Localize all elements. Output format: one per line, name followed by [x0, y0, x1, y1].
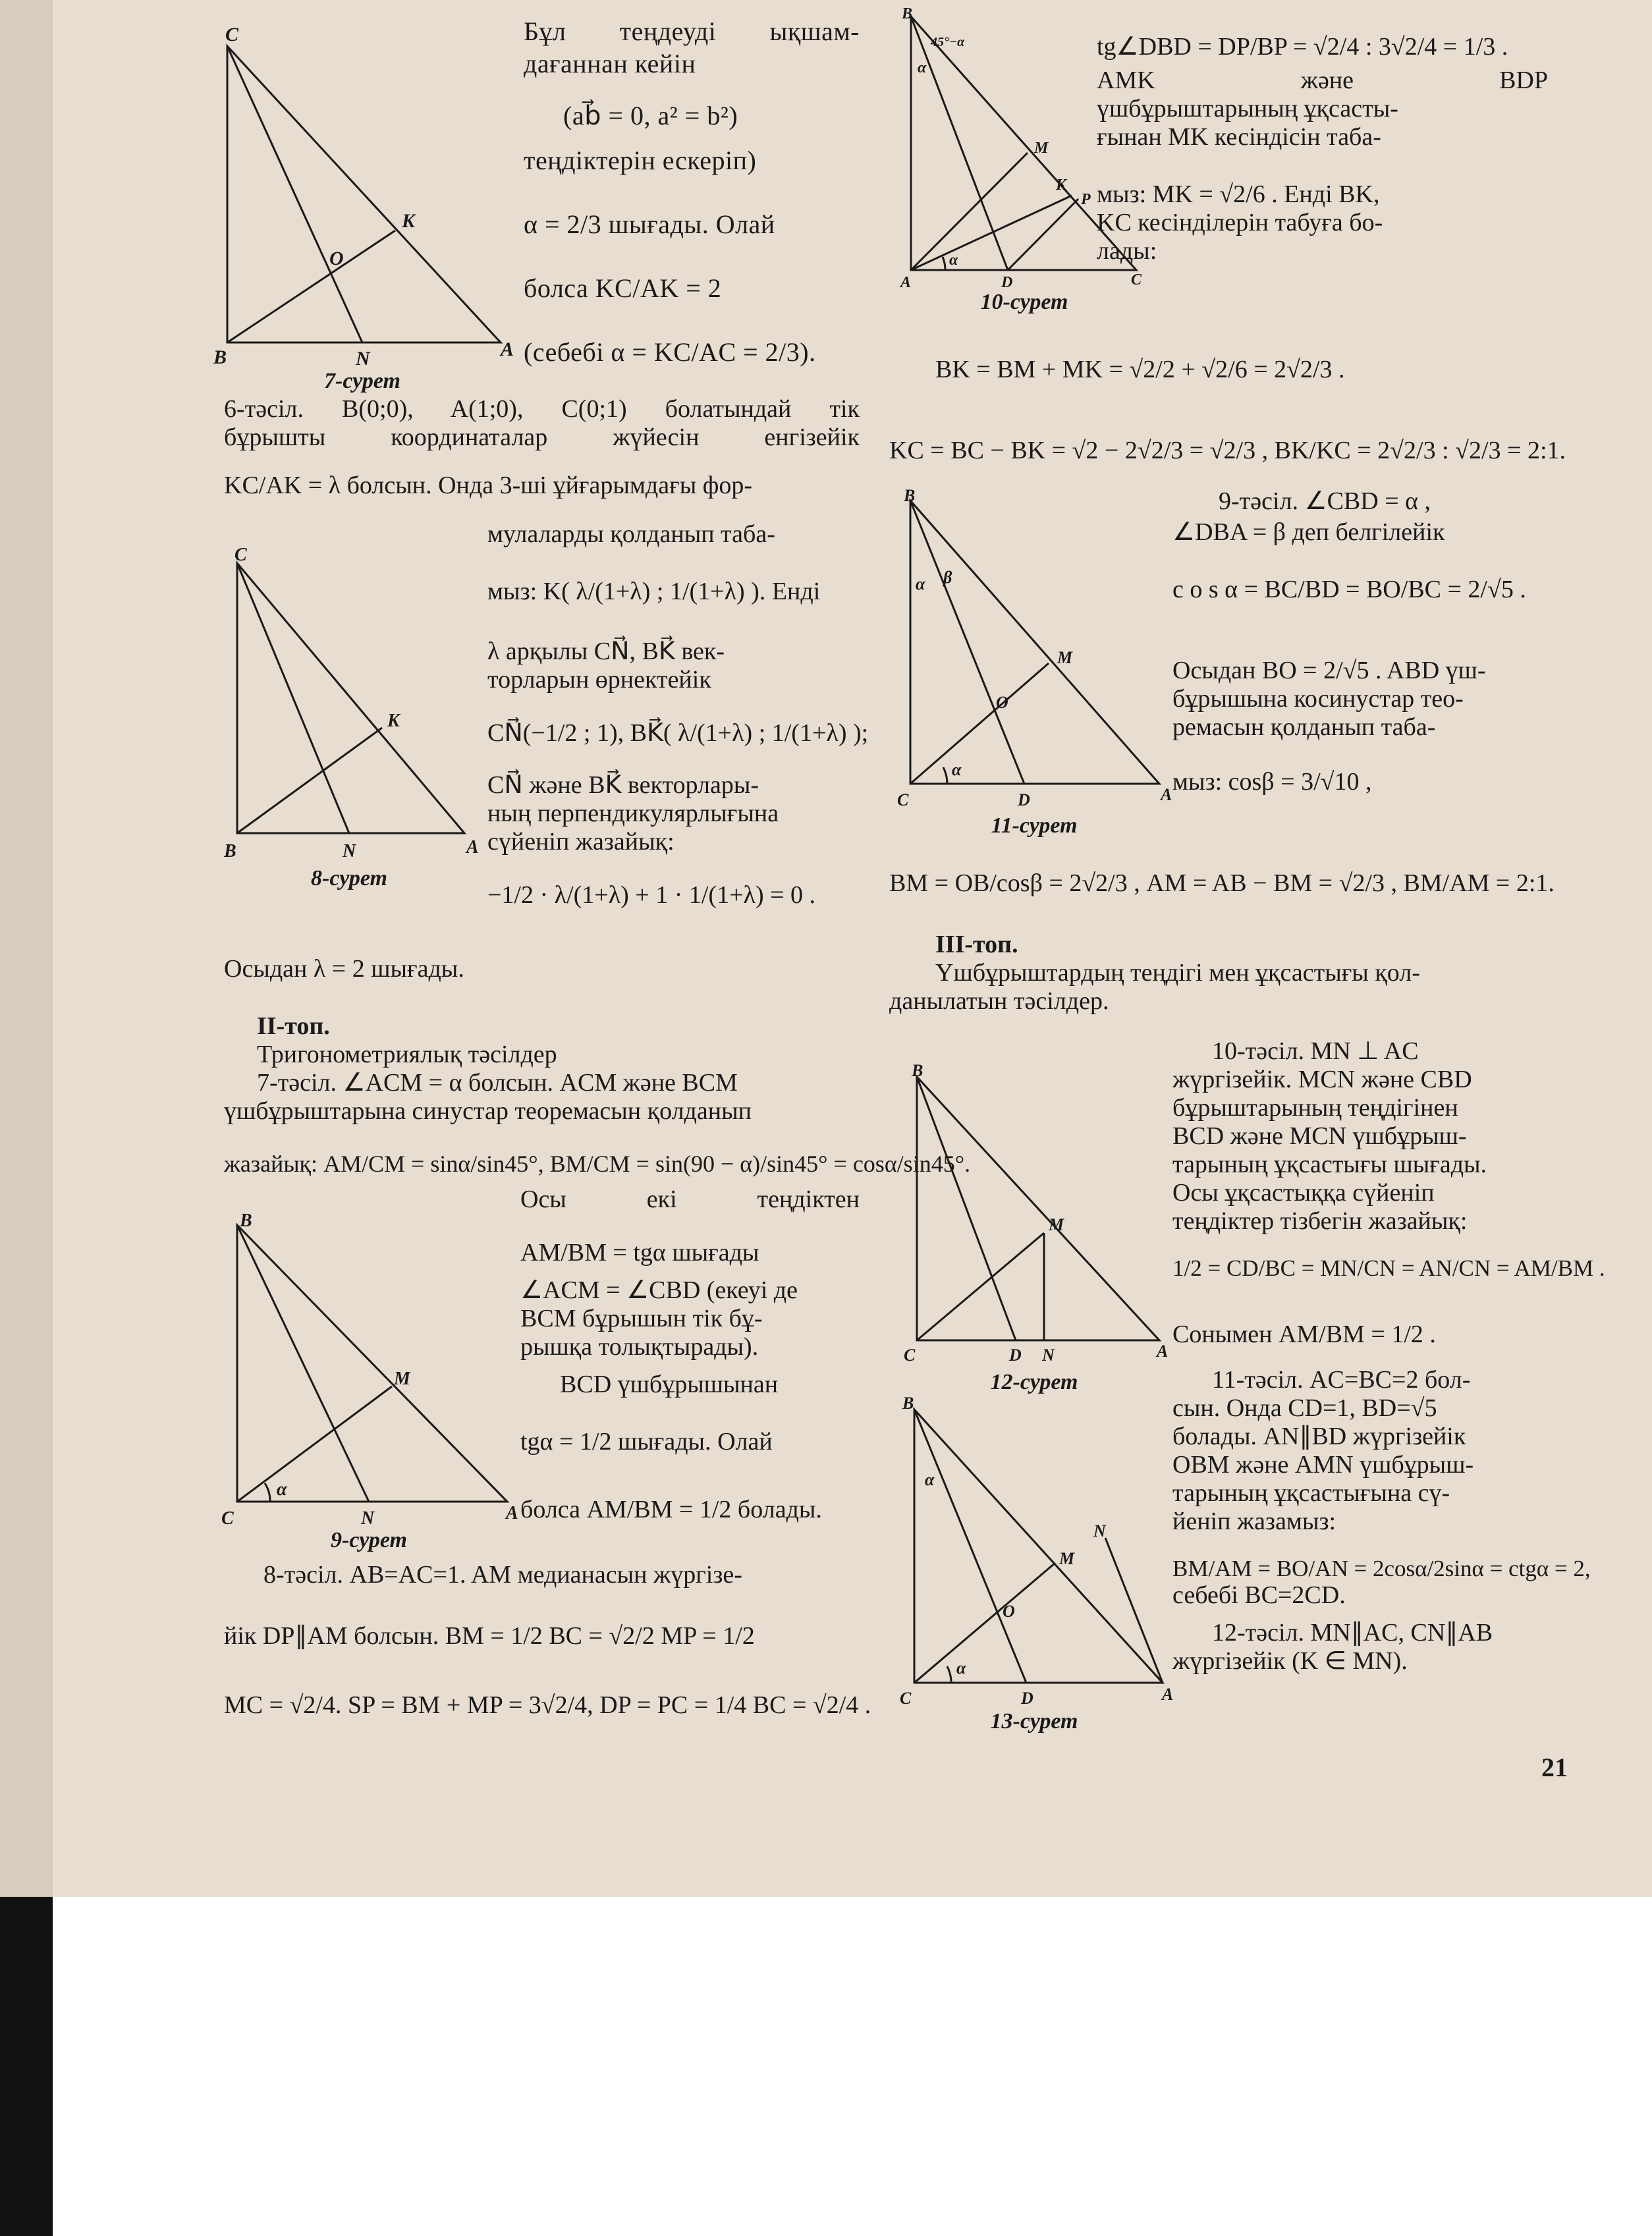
text-line: рышқа толықтырады). — [520, 1332, 759, 1361]
formula-line: MC = √2/4. SP = BM + MP = 3√2/4, DP = PC = 1/4 BC = √2/4 . — [224, 1691, 871, 1719]
figure-9-caption: 9-сурет — [331, 1528, 407, 1552]
segment-bk — [237, 728, 382, 833]
figure-label: N — [1093, 1521, 1106, 1541]
text-line: Осыдан λ = 2 шығады. — [224, 955, 464, 983]
figure-label: α — [949, 252, 958, 269]
formula-line: KC/AK = λ болсын. Онда 3-ші ұйғарымдағы фор- — [224, 471, 753, 499]
figure-13-drawing — [896, 1394, 1174, 1709]
triangle-abc — [910, 501, 1159, 784]
figure-label: A — [1162, 1685, 1174, 1704]
text-line: CN⃗ және BK⃗ векторлары- — [487, 771, 759, 799]
formula-line: (себебі α = KC/AC = 2/3). — [524, 337, 816, 368]
figure-9-drawing — [217, 1212, 520, 1528]
figure-label: D — [1018, 790, 1030, 809]
figure-label: P — [1081, 191, 1091, 208]
angle-arc — [943, 257, 945, 270]
method-heading: 12-тәсіл. MN∥AC, CN∥AB — [1212, 1619, 1493, 1647]
method-6-result — [224, 955, 971, 1177]
figure-label: A — [1157, 1342, 1169, 1361]
section-heading: II-топ. — [257, 1012, 330, 1040]
figure-label: B — [902, 1394, 914, 1413]
formula-line: 1/2 = CD/BC = MN/CN = AN/CN = AM/BM . — [1172, 1255, 1605, 1281]
page-fold-shadow — [0, 0, 53, 1897]
text-line: AMK және BDP — [1097, 66, 1548, 94]
formula-line: c o s α = BC/BD = BO/BC = 2/√5 . — [1172, 575, 1526, 603]
figure-label: C — [900, 1689, 912, 1708]
triangle-abc — [237, 1225, 507, 1502]
figure-label: B — [902, 5, 913, 22]
text-line: йеніп жазамыз: — [1172, 1507, 1336, 1535]
text-line: теңдіктер тізбегін жазайық: — [1172, 1207, 1468, 1235]
segment-bd — [914, 1409, 1026, 1683]
figure-label: C — [221, 1508, 234, 1529]
method-7-cont — [520, 1186, 860, 1524]
figure-10-caption: 10-сурет — [980, 290, 1068, 314]
method-9 — [1172, 487, 1548, 796]
text-line: ∠ACM = ∠CBD (екеуі де — [520, 1276, 798, 1304]
method-6-cont — [487, 520, 869, 909]
text-line: үшбұрыштарына синустар теоремасын қолданып — [224, 1097, 752, 1125]
text-line: λ арқылы CN⃗, BK⃗ век- — [487, 637, 725, 665]
formula-line: Осыдан BO = 2/√5 . ABD үш- — [1172, 656, 1486, 684]
figure-label: B — [904, 486, 916, 505]
formula-line: α = 2/3 шығады. Олай — [524, 209, 775, 239]
method-8-result — [889, 356, 1566, 465]
figure-label: M — [1034, 140, 1049, 157]
formula-line: Сонымен AM/BM = 1/2 . — [1172, 1321, 1436, 1349]
figure-12 — [902, 1061, 1169, 1396]
text-line: тарының ұқсастығы шығады. — [1172, 1150, 1487, 1178]
method-heading: 10-тәсіл. MN ⊥ AC — [1212, 1037, 1419, 1065]
text-line: дағаннан кейін — [524, 49, 696, 79]
figure-label: C — [234, 545, 247, 565]
figure-label: B — [912, 1061, 923, 1080]
text-line: KC кесінділерін табуға бо- — [1097, 208, 1383, 236]
section-subtitle: Тригонометриялық тәсілдер — [257, 1040, 557, 1068]
method-heading: 9-тәсіл. ∠CBD = α , — [1219, 487, 1431, 515]
text-line: жүргізейік. MCN және CBD — [1172, 1065, 1472, 1093]
section-subtitle: Үшбұрыштардың теңдігі мен ұқсастығы қол- — [935, 958, 1420, 987]
text-line: Осы екі теңдіктен — [520, 1186, 860, 1213]
figure-7-drawing — [211, 26, 514, 369]
formula-line: CN⃗(−1/2 ; 1), BK⃗( λ/(1+λ) ; 1/(1+λ) ); — [487, 719, 869, 747]
text-line: ғынан MK кесіндісін таба- — [1097, 123, 1381, 151]
text-line: тарының ұқсастығына сү- — [1172, 1479, 1450, 1507]
figure-label: N — [356, 348, 370, 369]
angle-arc — [947, 1666, 951, 1683]
section-subtitle: данылатын тәсілдер. — [889, 987, 1109, 1015]
formula-line: AM/BM = tgα шығады — [520, 1238, 759, 1267]
triangle-abc — [227, 46, 501, 342]
formula-line: болса KC/AK = 2 — [524, 273, 722, 303]
figure-label: B — [213, 346, 227, 368]
figure-9 — [217, 1212, 520, 1554]
text-line: Осы ұқсастыққа сүйеніп — [1172, 1178, 1435, 1207]
figure-label: A — [466, 837, 479, 858]
segment-bd — [917, 1077, 1016, 1340]
figure-7 — [211, 26, 514, 395]
segment-an — [1105, 1538, 1163, 1683]
figure-label: K — [387, 711, 400, 731]
figure-label: K — [1056, 177, 1067, 194]
figure-11-caption: 11-сурет — [991, 813, 1078, 838]
formula-line: мыз: K( λ/(1+λ) ; 1/(1+λ) ). Енді — [487, 577, 821, 605]
method-10-12 — [1172, 1037, 1605, 1676]
figure-label: N — [1042, 1346, 1055, 1365]
figure-label: B — [240, 1211, 252, 1231]
figure-label: A — [506, 1503, 518, 1523]
figure-12-drawing — [902, 1061, 1169, 1370]
text-line: болады. AN∥BD жүргізейік — [1172, 1422, 1466, 1450]
segment-bk — [227, 231, 395, 342]
angle-arc — [265, 1483, 270, 1502]
figure-label: C — [225, 24, 239, 45]
figure-label: D — [1009, 1346, 1022, 1365]
formula-line: tg∠DBD = DP/BP = √2/4 : 3√2/4 = 1/3 . — [1097, 33, 1508, 61]
text-line: бұрыштарының теңдігінен — [1172, 1093, 1458, 1122]
formula-line: (ab⃗ = 0, a² = b²) — [563, 101, 738, 131]
section-heading: III-топ. — [935, 930, 1018, 958]
segment-bn — [237, 1225, 369, 1502]
figure-11-drawing — [896, 486, 1172, 813]
formula-line: йік DP∥AM болсын. BM = 1/2 BC = √2/2 MP = 1/2 — [224, 1622, 755, 1650]
text-line: сүйеніп жазайық: — [487, 827, 675, 856]
figure-label: O — [1003, 1602, 1015, 1621]
formula-line: BM/AM = BO/AN = 2cosα/2sinα = ctgα = 2, — [1172, 1555, 1591, 1581]
figure-label: α — [956, 1658, 966, 1677]
text-line: BCD үшбұрышынан — [560, 1370, 779, 1398]
method-heading: 6-тәсіл. B(0;0), A(1;0), C(0;1) болатындай тік — [224, 395, 860, 423]
figure-8 — [217, 545, 481, 892]
figure-label: α — [925, 1470, 935, 1489]
text-line: сын. Онда CD=1, BD=√5 — [1172, 1394, 1437, 1422]
figure-label: α — [952, 760, 962, 779]
method-9-result — [889, 869, 1555, 1016]
text-line: ∠DBA = β деп белгілейік — [1172, 518, 1445, 546]
text-line: ремасын қолданып таба- — [1172, 713, 1436, 741]
book-spine — [0, 1897, 53, 2236]
figure-10 — [899, 7, 1149, 316]
figure-label: A — [1161, 785, 1172, 804]
method-heading: 11-тәсіл. AC=BC=2 бол- — [1212, 1366, 1471, 1394]
text-line: BCD және MCN үшбұрыш- — [1172, 1122, 1467, 1150]
formula-line: мыз: cosβ = 3/√10 , — [1172, 767, 1372, 796]
figure-label: D — [1001, 274, 1013, 291]
formula-line: tgα = 1/2 шығады. Олай — [520, 1427, 773, 1456]
page-number: 21 — [1541, 1753, 1568, 1782]
figure-label: M — [1057, 648, 1073, 667]
figure-label: N — [361, 1508, 375, 1529]
figure-label: β — [943, 568, 952, 587]
method-8-cont — [1097, 33, 1548, 265]
text-line: лады: — [1097, 236, 1157, 265]
figure-label: M — [1059, 1549, 1075, 1568]
method-8 — [224, 1561, 871, 1720]
text-line: жүргізейік (K ∈ MN). — [1172, 1647, 1408, 1676]
figure-label: C — [897, 790, 909, 809]
method-heading: 7-тәсіл. ∠ACM = α болсын. ACM және BCM — [257, 1068, 738, 1097]
figure-8-caption: 8-сурет — [311, 866, 387, 890]
segment-ak — [911, 196, 1072, 270]
text-line: бұрышына косинустар тео- — [1172, 684, 1464, 713]
figure-8-drawing — [217, 545, 481, 866]
figure-label: α — [918, 59, 927, 76]
text-line: BCM бұрышын тік бұ- — [520, 1304, 763, 1332]
triangle-abc — [911, 16, 1136, 270]
figure-label: α — [277, 1479, 287, 1500]
figure-label: M — [1049, 1215, 1064, 1234]
figure-label: B — [224, 841, 236, 861]
figure-label: D — [1021, 1689, 1033, 1708]
text-line: теңдіктерін ескеріп) — [524, 145, 757, 175]
text-line: торларын өрнектейік — [487, 665, 711, 694]
figure-12-caption: 12-сурет — [990, 1370, 1078, 1394]
text-line: Бұл теңдеуді ықшам- — [524, 16, 860, 46]
formula-line: жазайық: AM/CM = sinα/sin45°, BM/CM = sin(90 − α)/sin45° = cosα/sin45°. — [224, 1150, 971, 1177]
figure-11 — [896, 486, 1172, 840]
formula-line: болса AM/BM = 1/2 болады. — [520, 1495, 822, 1523]
figure-label: O — [329, 248, 344, 269]
text-line: мулаларды қолданып таба- — [487, 520, 775, 548]
figure-label: C — [1131, 271, 1142, 288]
formula-line: −1/2 · λ/(1+λ) + 1 · 1/(1+λ) = 0 . — [487, 881, 816, 909]
segment-cm — [237, 1386, 392, 1502]
formula-line: KC = BC − BK = √2 − 2√2/3 = √2/3 , BK/KC = 2√2/3 : √2/3 = 2:1. — [889, 436, 1566, 464]
figure-label: A — [501, 339, 514, 360]
triangle-abc — [917, 1077, 1159, 1340]
method-6 — [224, 395, 860, 500]
text-line: үшбұрыштарының ұқсасты- — [1097, 94, 1398, 123]
figure-13 — [896, 1394, 1174, 1742]
col1-intro — [524, 16, 860, 367]
figure-10-drawing — [899, 7, 1149, 290]
triangle-abc — [914, 1409, 1163, 1683]
text-line: бұрышты координаталар жүйесін енгізейік — [224, 423, 860, 451]
figure-label: C — [904, 1346, 916, 1365]
segment-bd — [910, 501, 1024, 784]
figure-label: α — [916, 574, 925, 593]
figure-label: 45°−α — [931, 35, 965, 49]
formula-line: BK = BM + MK = √2/2 + √2/6 = 2√2/3 . — [935, 356, 1345, 383]
figure-label: M — [394, 1369, 410, 1389]
text-line: OBM және AMN үшбұрыш- — [1172, 1450, 1474, 1479]
formula-line: BM = OB/cosβ = 2√2/3 , AM = AB − BM = √2/3 , BM/AM = 2:1. — [889, 869, 1555, 897]
figure-13-caption: 13-сурет — [990, 1709, 1078, 1733]
formula-line: мыз: MK = √2/6 . Енді BK, — [1097, 180, 1380, 208]
method-heading: 8-тәсіл. AB=AC=1. AM медианасын жүргізе- — [263, 1561, 742, 1589]
angle-arc — [943, 767, 947, 784]
figure-label: K — [402, 210, 416, 232]
figure-7-caption: 7-сурет — [324, 369, 400, 393]
figure-label: O — [996, 693, 1008, 712]
text-line: ның перпендикулярлығына — [487, 799, 779, 827]
segment-cm — [910, 663, 1049, 784]
figure-label: A — [900, 274, 912, 291]
text-line: себебі BC=2CD. — [1172, 1581, 1346, 1610]
triangle-abc — [237, 563, 464, 833]
figure-label: N — [343, 841, 356, 861]
